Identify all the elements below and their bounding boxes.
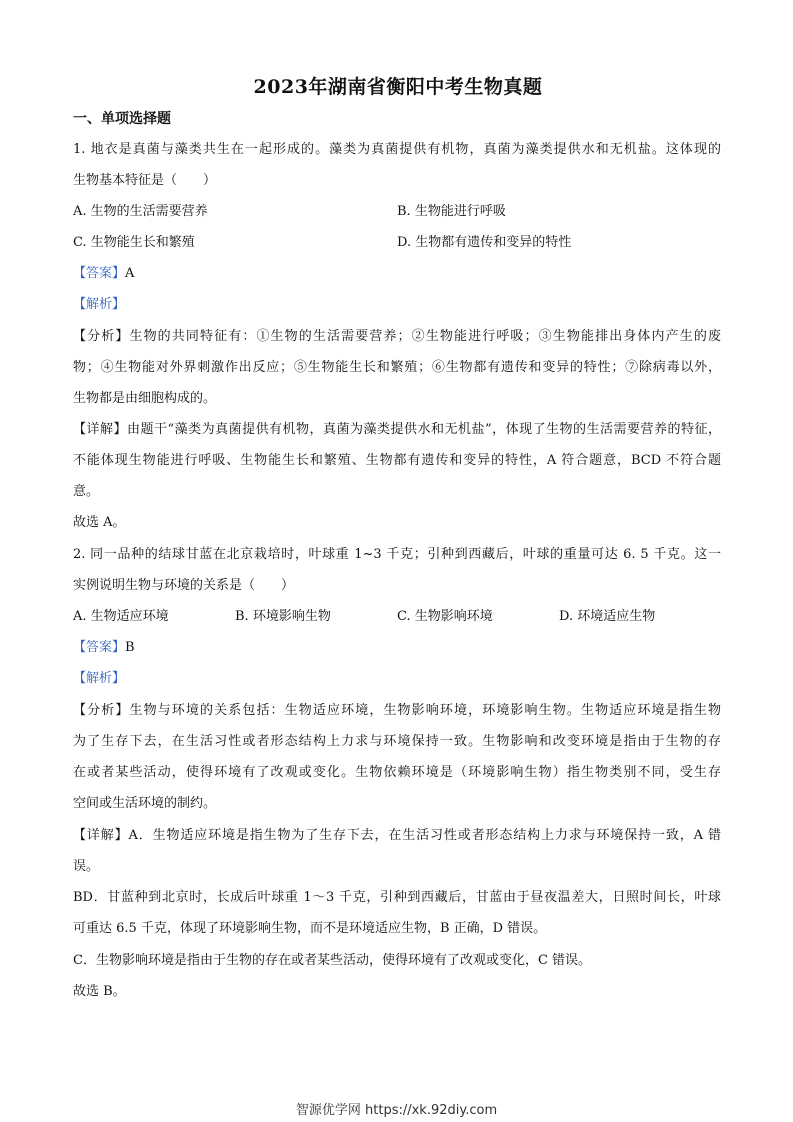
q2-detail-line-4: 可重达 6.5 千克，体现了环境影响生物，而不是环境适应生物，B 正确，D 错误。 [73,921,547,936]
detail-tag: 【详解】 [73,422,127,437]
answer-value: B [125,640,135,655]
q2-fenxi-line-3: 在或者某些活动，使得环境有了改观或变化。生物依赖环境是（环境影响生物）指生物类别不同，受生存 [73,765,721,780]
detail-tag: 【详解】 [73,828,129,843]
footer-watermark: 智源优学网 https://xk.92diy.com [295,1103,498,1118]
q1-conclusion: 故选 A。 [73,515,126,530]
detail-text: A．生物适应环境是指生物为了生存下去，在生活习性或者形态结构上力求与环境保持一致，A 错 [128,828,721,843]
q1-option-b: B. 生物能进行呼吸 [397,204,506,219]
detail-text: 由题干“藻类为真菌提供有机物，真菌为藻类提供水和无机盐”，体现了生物的生活需要营养的特征， [126,422,721,437]
page-title: 2023年湖南省衡阳中考生物真题 [253,76,543,98]
fenxi-text: 生物与环境的关系包括：生物适应环境，生物影响环境，环境影响生物。生物适应环境是指生物 [129,703,721,718]
q1-detail-line-3: 意。 [73,484,100,499]
q2-fenxi-line-2: 为了生存下去，在生活习性或者形态结构上力求与环境保持一致。生物影响和改变环境是指由于生物的存 [73,734,721,749]
q2-fenxi-line-1 [73,703,721,719]
answer-value: A [125,266,135,281]
q1-answer [73,266,134,282]
q1-fenxi-line-3: 生物都是由细胞构成的。 [73,391,217,406]
q1-stem-line-2: 生物基本特征是（ ） [73,173,217,188]
q1-stem-line-1: 1. 地衣是真菌与藻类共生在一起形成的。藻类为真菌提供有机物，真菌为藻类提供水和无机盐。这体现的 [73,142,721,157]
q2-fenxi-line-4: 空间或生活环境的制约。 [73,796,217,811]
fenxi-tag: 【分析】 [73,703,130,718]
q2-detail-line-2: 误。 [73,859,100,874]
q1-fenxi-line-2: 物；④生物能对外界刺激作出反应；⑤生物能生长和繁殖；⑥生物都有遗传和变异的特性；⑦除病毒以外， [73,360,721,375]
q2-analysis-tag: 【解析】 [73,671,126,686]
q1-option-d: D. 生物都有遗传和变异的特性 [397,235,572,250]
fenxi-tag: 【分析】 [73,329,130,344]
q2-detail-line-3: BD．甘蓝种到北京时，长成后叶球重 1～3 千克，引种到西藏后，甘蓝由于昼夜温差大，日照时间长，叶球 [73,890,721,905]
q2-stem-line-1: 2. 同一品种的结球甘蓝在北京栽培时，叶球重 1~3 千克；引种到西藏后，叶球的重量可达 6. 5 千克。这一 [73,547,721,562]
q2-option-a: A. 生物适应环境 [73,609,169,624]
q1-option-c: C. 生物能生长和繁殖 [73,235,195,250]
q1-detail-line-2: 不能体现生物能进行呼吸、生物能生长和繁殖、生物都有遗传和变异的特性，A 符合题意，BCD 不符合题 [73,453,721,468]
q1-option-a: A. 生物的生活需要营养 [73,204,208,219]
q2-detail-line-5: C．生物影响环境是指由于生物的存在或者某些活动，使得环境有了改观或变化，C 错误。 [73,953,592,968]
fenxi-text: 生物的共同特征有：①生物的生活需要营养；②生物能进行呼吸；③生物能排出身体内产生的废 [129,329,721,344]
q1-fenxi-line-1 [73,329,721,345]
q2-stem-line-2: 实例说明生物与环境的关系是（ ） [73,578,295,593]
q2-detail-line-1 [73,828,721,844]
q1-detail-line-1 [73,422,721,438]
q2-answer [73,640,135,656]
q2-conclusion: 故选 B。 [73,984,126,999]
q2-option-c: C. 生物影响环境 [397,609,493,624]
answer-tag: 【答案】 [73,266,126,281]
section-heading: 一、单项选择题 [73,111,171,127]
q1-analysis-tag: 【解析】 [73,297,126,312]
q2-option-d: D. 环境适应生物 [559,609,656,624]
answer-tag: 【答案】 [73,640,126,655]
q2-option-b: B. 环境影响生物 [235,609,331,624]
